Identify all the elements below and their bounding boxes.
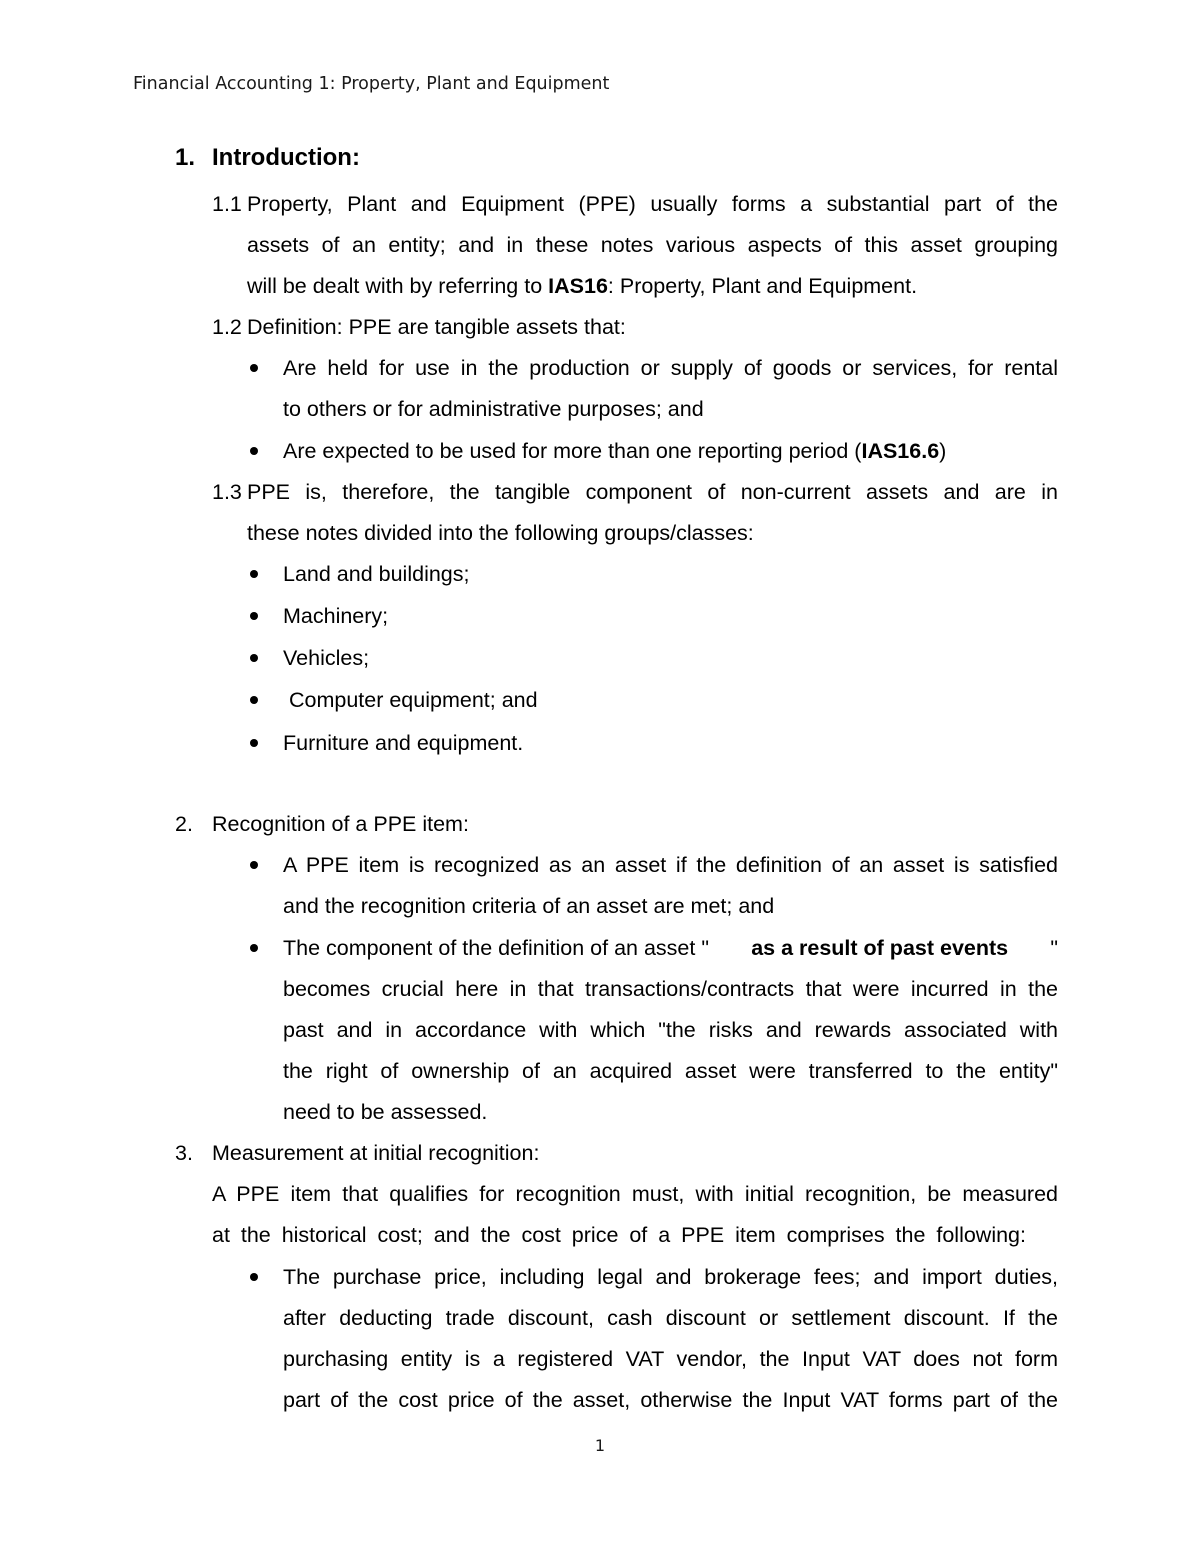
- para-1-3-line-2: these notes divided into the following groups/classes:: [247, 521, 754, 545]
- class-item: Computer equipment; and: [283, 688, 538, 712]
- page-number: 1: [594, 1436, 606, 1455]
- definition-bullet-1-line-1: Are held for use in the production or supply of goods or services, for rental: [283, 356, 1058, 380]
- bullet-icon: [250, 944, 258, 952]
- class-item: Vehicles;: [283, 646, 370, 670]
- recognition-bullet-1-line-2: and the recognition criteria of an asset are met; and: [283, 894, 775, 918]
- bullet-icon: [250, 612, 258, 620]
- past-events-phrase: as a result of past events: [751, 936, 1009, 960]
- cost-bullet-1-line-2: after deducting trade discount, cash discount or settlement discount. If the: [283, 1306, 1058, 1330]
- recognition-bullet-2-line-3: past and in accordance with which "the risks and rewards associated with: [283, 1018, 1058, 1042]
- measurement-line-1: A PPE item that qualifies for recognition must, with initial recognition, be measured: [212, 1182, 1058, 1206]
- ias16-reference: IAS16: [548, 274, 608, 298]
- ias16-6-reference: IAS16.6: [861, 439, 940, 463]
- section-3-heading: Measurement at initial recognition:: [212, 1141, 540, 1165]
- para-1-3-line-1: PPE is, therefore, the tangible component of non-current assets and are in: [247, 480, 1058, 504]
- bullet-icon: [250, 739, 258, 747]
- bullet-icon: [250, 696, 258, 704]
- section-1-heading: Introduction:: [212, 144, 360, 171]
- class-item: Machinery;: [283, 604, 389, 628]
- section-2-heading: Recognition of a PPE item:: [212, 812, 469, 836]
- recognition-bullet-2-line-2: becomes crucial here in that transactions/contracts that were incurred in the: [283, 977, 1058, 1001]
- running-header: Financial Accounting 1: Property, Plant and Equipment: [133, 74, 610, 94]
- recognition-bullet-1-line-1: A PPE item is recognized as an asset if the definition of an asset is satisfied: [283, 853, 1058, 877]
- cost-bullet-1-line-3: purchasing entity is a registered VAT vendor, the Input VAT does not form: [283, 1347, 1058, 1371]
- class-item: Land and buildings;: [283, 562, 470, 586]
- section-2-number: 2.: [175, 812, 193, 836]
- recognition-bullet-2-line-1: The component of the definition of an asset " as a result of past events ": [283, 936, 1058, 960]
- para-1-1-line-1: Property, Plant and Equipment (PPE) usually forms a substantial part of the: [247, 192, 1058, 216]
- bullet-icon: [250, 861, 258, 869]
- cost-bullet-1-line-1: The purchase price, including legal and brokerage fees; and import duties,: [283, 1265, 1058, 1289]
- bullet-icon: [250, 447, 258, 455]
- bullet-icon: [250, 364, 258, 372]
- definition-bullet-2: Are expected to be used for more than one reporting period (IAS16.6): [283, 439, 947, 463]
- bullet-icon: [250, 654, 258, 662]
- para-1-2-number: 1.2: [212, 315, 242, 339]
- para-1-1-line-2: assets of an entity; and in these notes various aspects of this asset grouping: [247, 233, 1058, 257]
- section-3-number: 3.: [175, 1141, 193, 1165]
- para-1-3-number: 1.3: [212, 480, 242, 504]
- para-1-2-line-1: Definition: PPE are tangible assets that:: [247, 315, 626, 339]
- definition-bullet-1-line-2: to others or for administrative purposes; and: [283, 397, 704, 421]
- bullet-icon: [250, 570, 258, 578]
- cost-bullet-1-line-4: part of the cost price of the asset, otherwise the Input VAT forms part of the: [283, 1388, 1058, 1412]
- recognition-bullet-2-line-5: need to be assessed.: [283, 1100, 488, 1124]
- section-1-number: 1.: [175, 144, 196, 171]
- para-1-1-line-3: will be dealt with by referring to IAS16: Property, Plant and Equipment.: [247, 274, 918, 298]
- bullet-icon: [250, 1273, 258, 1281]
- para-1-1-number: 1.1: [212, 192, 242, 216]
- recognition-bullet-2-line-4: the right of ownership of an acquired asset were transferred to the entity": [283, 1059, 1058, 1083]
- class-item: Furniture and equipment.: [283, 731, 524, 755]
- measurement-line-2: at the historical cost; and the cost price of a PPE item comprises the following:: [212, 1223, 1026, 1247]
